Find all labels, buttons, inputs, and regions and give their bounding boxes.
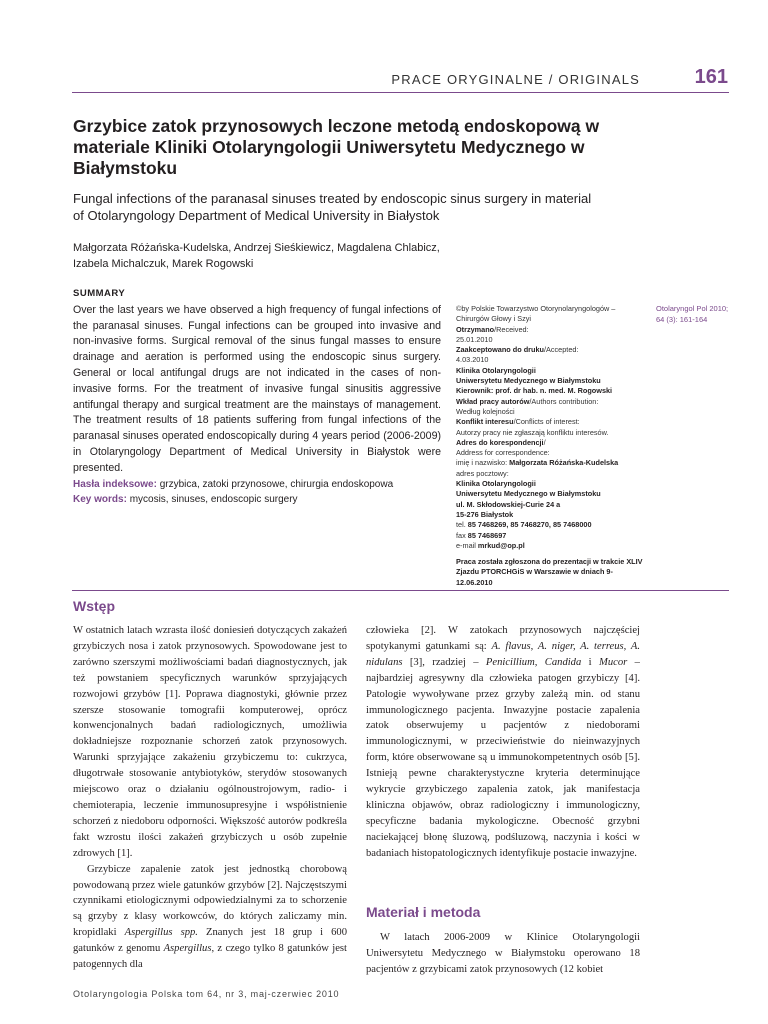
keywords-en-label: Key words: bbox=[73, 493, 127, 505]
conflict-label-en: /Conflicts of interest: bbox=[513, 417, 580, 427]
summary-block bbox=[73, 286, 441, 507]
received-label-en: /Received: bbox=[494, 324, 529, 334]
wstep-p3-italic-3: Mucor bbox=[599, 656, 628, 668]
summary-heading: SUMMARY bbox=[73, 288, 126, 299]
authors bbox=[73, 240, 503, 272]
wstep-p3-text-d: – najbardziej agresywny dla człowieka patogen grzybiczy [4]. Patologie wywoływane przez grzyby zależą min. od stanu immunologicznego pacjenta. Inwazyjne postacie zapalenia zatok obserwujemy u pacjentów z niedoborami immunologicznymi, w przeciwieństwie do nieinwazyjnych form, które obserwowane są u immunokompetentnych osób [5]. Istnieją pewne charakterystyczne kryteria determinujące wykrycie grzybiczego zapalenia zatok, jak manifestacja kliniczna objawów, obraz radiologiczny i immunologiczny, specyficzne badania mykologiczne. Obecność grzybni naciekającej błonę śluzową, podśluzową, naczynia i kości w badaniach histopatologicznych identyfikuje postacie inwazyjne. bbox=[366, 656, 640, 859]
accepted-label: Zaakceptowano do druku bbox=[456, 345, 544, 355]
conflict-label: Konflikt interesu bbox=[456, 417, 514, 427]
received bbox=[456, 325, 646, 335]
material-paragraph-1: W latach 2006-2009 w Klinice Otolaryngologii Uniwersytetu Medycznego w Białymstoku operowano 18 pacjentów z grzybicami zatok przynosowych (12 kobiet bbox=[366, 932, 640, 975]
article-title-en: Fungal infections of the paranasal sinuses treated by endoscopic sinus surgery in material of Otolaryngology Department of Medical University in Białystok bbox=[73, 191, 592, 223]
wstep-paragraph-2 bbox=[73, 862, 347, 973]
header-rule bbox=[72, 92, 729, 93]
phone-label: tel. bbox=[456, 520, 468, 530]
address-line-3: ul. M. Skłodowskiej-Curie 24 a bbox=[456, 499, 561, 509]
conflict bbox=[456, 417, 646, 427]
wstep-p2-italic-2: Aspergillus bbox=[163, 943, 212, 955]
wstep-paragraph-1: W ostatnich latach wzrasta ilość doniesień dotyczących zakażeń grzybiczych nosa i zatok przynosowych. Spowodowane jest to zarówno szerszymi możliwościami badań diagnostycznych, jak też powstaniem specyficznych warunków sprzyjających rozwojowi grzybów [1]. Poprawa diagnostyki, głównie przez szersze stosowanie tomografii komputerowej, oprócz konwencjonalnych badań radiologicznych, umożliwia dokładniejsze rozpoznanie schorzeń zatok przynosowych. Warunki sprzyjające zakażeniu grzybiczemu to: cukrzyca, długotrwałe stosowanie antybiotyków, sterydów stosowanych miejscowo oraz o działaniu ogólnoustrojowym, radio- i chemioterapia, leczenie immunosupresyjne i współistnienie schorzeń z niedoboru odporności. Większość autorów podkreśla fakt wzrostu ilości zakażeń grzybiczych u osób zupełnie zdrowych [1]. bbox=[73, 625, 347, 859]
wstep-p2-text-a: Grzybicze zapalenie zatok jest jednostką chorobową powodowaną przez wiele gatunków grzybów [2]. Najczęstszymi czynnikami etiologicznymi odpowiedzialnymi za to schorzenie są grzyby z klasy workowców, do których zaliczamy min. kropidlaki bbox=[73, 863, 347, 939]
heading-material: Materiał i metoda bbox=[366, 904, 481, 920]
clinic-line-2: Uniwersytetu Medycznego w Białymstoku bbox=[456, 376, 601, 386]
wstep-p3-text-c: i bbox=[581, 656, 600, 668]
page-number: 161 bbox=[694, 66, 728, 88]
body-column-right bbox=[366, 623, 640, 862]
accepted-date: 4.03.2010 bbox=[456, 355, 489, 365]
authors-line-1: Małgorzata Różańska-Kudelska, Andrzej Sieśkiewicz, Magdalena Chlabicz, bbox=[73, 242, 440, 254]
wstep-p2-text-b: Znanych jest 18 grup i 600 gatunków z genomu bbox=[73, 927, 347, 955]
clinic-head: Kierownik: prof. dr hab. n. med. M. Rogowski bbox=[456, 386, 613, 396]
presentation-note: Praca została zgłoszona do prezentacji w trakcie XLIV Zjazdu PTORCHGiS w Warszawie w dniach 9-12.06.2010 bbox=[456, 557, 643, 587]
heading-wstep: Wstęp bbox=[73, 598, 115, 614]
email-value: mrkud@op.pl bbox=[477, 540, 525, 550]
phone bbox=[456, 520, 646, 530]
clinic-line-1: Klinika Otolaryngologii bbox=[456, 365, 536, 375]
copyright: ©by Polskie Towarzystwo Otorynolaryngologów – Chirurgów Głowy i Szyi bbox=[456, 304, 616, 324]
address-heading bbox=[456, 438, 646, 448]
address-heading-en: Address for correspondence: bbox=[456, 448, 550, 458]
contribution-label: Wkład pracy autorów bbox=[456, 396, 530, 406]
citation-line-2: 64 (3): 161-164 bbox=[656, 314, 708, 324]
citation bbox=[656, 304, 751, 325]
citation-line-1: Otolaryngol Pol 2010; bbox=[656, 304, 729, 313]
journal-footer: Otolaryngologia Polska tom 64, nr 3, maj-czerwiec 2010 bbox=[73, 989, 340, 999]
authors-line-2: Izabela Michalczuk, Marek Rogowski bbox=[73, 258, 254, 270]
wstep-p3-italic-2: Penicillium, Candida bbox=[485, 656, 582, 668]
received-label: Otrzymano bbox=[456, 324, 495, 334]
received-date: 25.01.2010 bbox=[456, 334, 493, 344]
contribution bbox=[456, 397, 646, 407]
address-label-en: / bbox=[543, 437, 546, 447]
contribution-value: Według kolejności bbox=[456, 406, 515, 416]
fax bbox=[456, 531, 646, 541]
address-label: Adres do korespondencji bbox=[456, 437, 544, 447]
conflict-value: Autorzy pracy nie zgłaszają konfliktu interesów. bbox=[456, 427, 609, 437]
material-column bbox=[366, 930, 640, 978]
accepted-label-en: /Accepted: bbox=[543, 345, 579, 355]
article-title-pl: Grzybice zatok przynosowych leczone metodą endoskopową w materiale Kliniki Otolaryngologii Uniwersytetu Medycznego w Białymstoku bbox=[73, 116, 600, 178]
keywords-pl bbox=[73, 477, 441, 492]
keywords-en-value: mycosis, sinuses, endoscopic surgery bbox=[129, 493, 298, 505]
wstep-p2-italic-1: Aspergillus spp. bbox=[124, 927, 198, 939]
address-line-4: 15-276 Białystok bbox=[456, 509, 514, 519]
wstep-p3-text-a: człowieka [2]. W zatokach przynosowych najczęściej spotykanymi gatunkami są: bbox=[366, 625, 640, 652]
summary-text: Over the last years we have observed a high frequency of fungal infections of the paranasal sinuses. Fungal infections can be grouped into invasive and non-invasive forms. Surgical removal of the sinus fungal masses to ensure drainage and aeration is performed using the endoscopic sinus surgery. General or local antifungal drugs are not indicated in the cases of non-invasive forms. For the treatment of invasive fungal sinusitis aggressive antifungal therapy and surgical treatment are the mainstays of management. The treatment results of 18 patients suffering from fungal infections of the paranasal sinuses operated endoscopically during 4 years period (2006-2009) in Otolaryngology Department of Medical University in Białystok were presented. bbox=[73, 303, 441, 474]
wstep-p3-italic-1: A. flavus, A. niger, A. terreus, A. nidulans bbox=[366, 640, 640, 668]
postal-label: adres pocztowy: bbox=[456, 468, 509, 478]
wstep-p3-text-b: [3], rzadziej – bbox=[402, 656, 486, 668]
name-label: imię i nazwisko: bbox=[456, 458, 510, 468]
address-line-1: Klinika Otolaryngologii bbox=[456, 479, 536, 489]
name-value: Małgorzata Różańska-Kudelska bbox=[509, 458, 619, 468]
email bbox=[456, 541, 646, 551]
fax-label: fax bbox=[456, 530, 468, 540]
keywords-pl-value: grzybica, zatoki przynosowe, chirurgia endoskopowa bbox=[159, 478, 394, 490]
section-label: PRACE ORYGINALNE / ORIGINALS bbox=[391, 72, 640, 87]
correspondent bbox=[456, 458, 646, 468]
accepted bbox=[456, 345, 646, 355]
wstep-paragraph-3 bbox=[366, 623, 640, 862]
keywords-pl-label: Hasła indeksowe: bbox=[73, 478, 157, 490]
article-metadata bbox=[456, 304, 646, 588]
body-column-left bbox=[73, 623, 347, 973]
section-separator bbox=[72, 590, 729, 591]
contribution-label-en: /Authors contribution: bbox=[529, 396, 599, 406]
email-label: e-mail bbox=[456, 540, 478, 550]
wstep-p2-text-c: , z czego tylko 8 gatunków jest patogennych dla bbox=[73, 943, 347, 971]
keywords-en bbox=[73, 492, 441, 507]
fax-value: 85 7468697 bbox=[467, 530, 507, 540]
address-line-2: Uniwersytetu Medycznego w Białymstoku bbox=[456, 489, 601, 499]
phone-value: 85 7468269, 85 7468270, 85 7468000 bbox=[467, 520, 592, 530]
